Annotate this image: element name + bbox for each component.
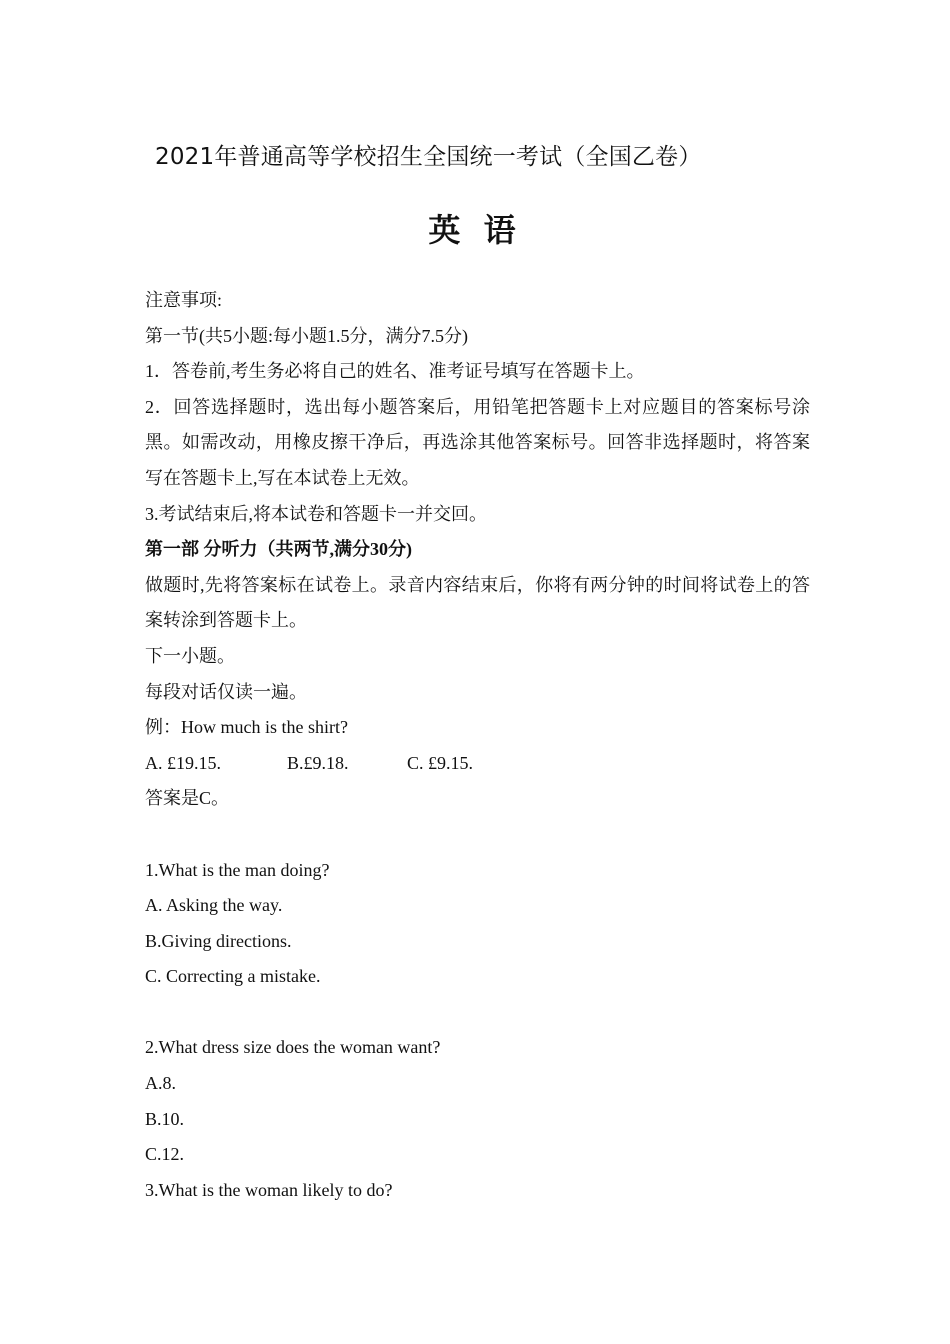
example-option-b: B.£9.18. xyxy=(287,752,349,773)
spacer xyxy=(145,995,810,1031)
instruction-item-2: 2．回答选择题时，选出每小题答案后，用铅笔把答题卡上对应题目的答案标号涂黑。如需改动，用橡皮擦干净后，再选涂其他答案标号。回答非选择题时，将答案写在答题卡上,写在本试卷上无效。 xyxy=(145,396,810,488)
question-2: 2.What dress size does the woman want? xyxy=(145,1037,441,1058)
question-3: 3.What is the woman likely to do? xyxy=(145,1179,393,1200)
question-2-option-b: B.10. xyxy=(145,1108,185,1129)
question-1-option-c: C. Correcting a mistake. xyxy=(145,966,321,987)
subject-title: 英 语 xyxy=(428,211,522,249)
example-answer: 答案是C。 xyxy=(145,788,230,809)
section-note: 第一节(共5小题:每小题1.5分，满分7.5分) xyxy=(145,325,468,346)
question-1-option-a: A. Asking the way. xyxy=(145,895,283,916)
read-once-note: 每段对话仅读一遍。 xyxy=(145,681,307,702)
document-body xyxy=(145,283,810,1208)
part1-heading: 第一部 分听力（共两节,满分30分) xyxy=(145,539,412,560)
instruction-item-3: 3.考试结束后,将本试卷和答题卡一并交回。 xyxy=(145,503,487,524)
example-question: 例：How much is the shirt? xyxy=(145,717,348,738)
spacer xyxy=(145,817,810,853)
example-options xyxy=(145,746,810,782)
example-option-a: A. £19.15. xyxy=(145,752,221,773)
instruction-item-1: 1．答卷前,考生务必将自己的姓名、准考证号填写在答题卡上。 xyxy=(145,361,645,382)
notice-heading: 注意事项: xyxy=(145,290,223,310)
exam-title: 2021年普通高等学校招生全国统一考试（全国乙卷） xyxy=(155,144,702,170)
question-1-option-b: B.Giving directions. xyxy=(145,930,292,951)
question-2-option-c: C.12. xyxy=(145,1144,185,1165)
next-question-note: 下一小题。 xyxy=(145,645,235,666)
question-1: 1.What is the man doing? xyxy=(145,859,330,880)
part1-intro: 做题时,先将答案标在试卷上。录音内容结束后，你将有两分钟的时间将试卷上的答案转涂到答题卡上。 xyxy=(145,574,810,631)
question-2-option-a: A.8. xyxy=(145,1073,176,1094)
example-option-c: C. £9.15. xyxy=(407,752,474,773)
